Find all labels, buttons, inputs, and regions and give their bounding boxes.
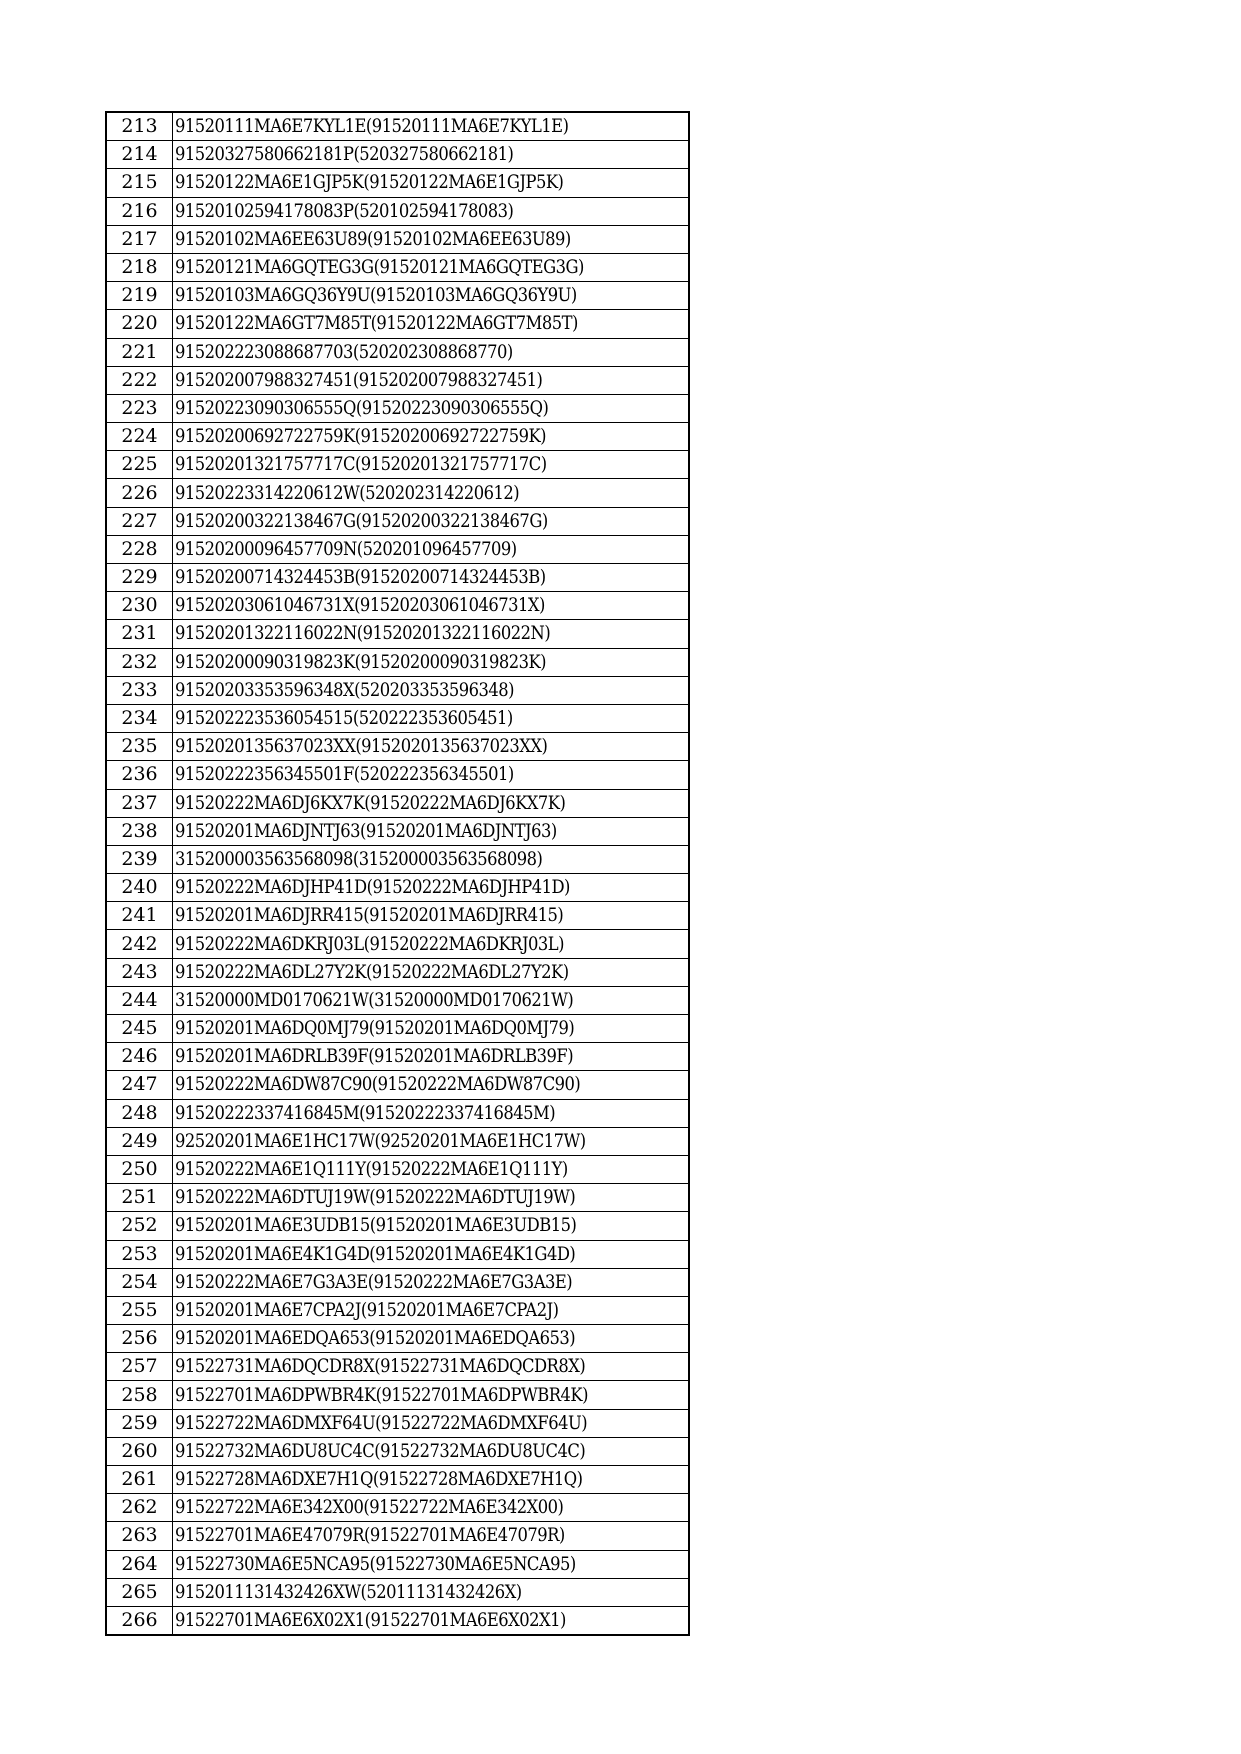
table-row: [106, 1353, 689, 1381]
credit-code-cell: [173, 733, 690, 761]
table-row: [106, 564, 689, 592]
row-number-cell: 242: [106, 930, 173, 958]
table-row: [106, 1578, 689, 1606]
credit-code-cell: [173, 282, 690, 310]
credit-code-cell: [173, 845, 690, 873]
credit-code-text: 91520203061046731X(91520203061046731X): [175, 594, 545, 617]
table-row: [106, 507, 689, 535]
credit-code-text: 91520201MA6DQ0MJ79(91520201MA6DQ0MJ79): [175, 1017, 575, 1040]
credit-code-cell: [173, 1043, 690, 1071]
credit-code-text: 91520102MA6EE63U89(91520102MA6EE63U89): [175, 227, 571, 250]
credit-code-text: 91520201MA6DRLB39F(91520201MA6DRLB39F): [175, 1045, 574, 1068]
credit-code-text: 91522722MA6DMXF64U(91522722MA6DMXF64U): [175, 1411, 588, 1434]
credit-code-text: 91520222MA6DL27Y2K(91520222MA6DL27Y2K): [175, 960, 569, 983]
table-row: [106, 1466, 689, 1494]
table-row: [106, 169, 689, 197]
row-number-cell: 215: [106, 169, 173, 197]
credit-code-text: 91520122MA6E1GJP5K(91520122MA6E1GJP5K): [175, 171, 564, 194]
row-number-cell: 236: [106, 761, 173, 789]
row-number-cell: 224: [106, 423, 173, 451]
row-number-cell: 240: [106, 874, 173, 902]
credit-code-cell: [173, 141, 690, 169]
row-number-cell: 226: [106, 479, 173, 507]
credit-code-cell: [173, 507, 690, 535]
credit-code-cell: [173, 1099, 690, 1127]
table-row: [106, 874, 689, 902]
row-number-cell: 220: [106, 310, 173, 338]
row-number-cell: 218: [106, 253, 173, 281]
row-number-cell: 223: [106, 394, 173, 422]
credit-code-cell: [173, 225, 690, 253]
table-row: [106, 394, 689, 422]
credit-code-text: 915202223536054515(520222353605451): [175, 707, 513, 730]
row-number-cell: 261: [106, 1466, 173, 1494]
row-number-cell: 252: [106, 1212, 173, 1240]
credit-code-text: 91522701MA6E47079R(91522701MA6E47079R): [175, 1524, 565, 1547]
credit-code-text: 91520223314220612W(520202314220612): [175, 481, 520, 504]
table-row: [106, 1494, 689, 1522]
credit-code-text: 91522701MA6DPWBR4K(91522701MA6DPWBR4K): [175, 1383, 588, 1406]
credit-code-cell: [173, 1522, 690, 1550]
credit-code-cell: [173, 1155, 690, 1183]
credit-code-text: 91522731MA6DQCDR8X(91522731MA6DQCDR8X): [175, 1355, 586, 1378]
credit-code-text: 91520200714324453B(91520200714324453B): [175, 566, 546, 589]
table-row: [106, 479, 689, 507]
row-number-cell: 216: [106, 197, 173, 225]
row-number-cell: 213: [106, 112, 173, 141]
credit-code-text: 91522722MA6E342X00(91522722MA6E342X00): [175, 1496, 564, 1519]
credit-code-text: 91520222MA6E1Q111Y(91520222MA6E1Q111Y): [175, 1158, 568, 1181]
row-number-cell: 230: [106, 592, 173, 620]
row-number-cell: 228: [106, 535, 173, 563]
row-number-cell: 264: [106, 1550, 173, 1578]
table-row: [106, 1015, 689, 1043]
table-row: [106, 761, 689, 789]
credit-code-cell: [173, 1071, 690, 1099]
row-number-cell: 246: [106, 1043, 173, 1071]
row-number-cell: 245: [106, 1015, 173, 1043]
row-number-cell: 214: [106, 141, 173, 169]
credit-code-cell: [173, 112, 690, 141]
credit-code-text: 91520111MA6E7KYL1E(91520111MA6E7KYL1E): [175, 115, 569, 138]
row-number-cell: 255: [106, 1296, 173, 1324]
row-number-cell: 238: [106, 817, 173, 845]
credit-code-text: 9152020135637023XX(9152020135637023XX): [175, 735, 548, 758]
row-number-cell: 254: [106, 1268, 173, 1296]
credit-code-cell: [173, 451, 690, 479]
row-number-cell: 235: [106, 733, 173, 761]
credit-code-cell: [173, 1268, 690, 1296]
credit-code-cell: [173, 1437, 690, 1465]
credit-code-text: 915202007988327451(915202007988327451): [175, 368, 543, 391]
row-number-cell: 229: [106, 564, 173, 592]
credit-code-cell: [173, 1381, 690, 1409]
row-number-cell: 248: [106, 1099, 173, 1127]
table-row: [106, 620, 689, 648]
row-number-cell: 249: [106, 1127, 173, 1155]
credit-code-text: 91520121MA6GQTEG3G(91520121MA6GQTEG3G): [175, 256, 584, 279]
table-row: [106, 902, 689, 930]
row-number-cell: 227: [106, 507, 173, 535]
table-row: [106, 310, 689, 338]
credit-code-cell: [173, 676, 690, 704]
credit-code-text: 915202223088687703(520202308868770): [175, 340, 513, 363]
row-number-cell: 260: [106, 1437, 173, 1465]
table-row: [106, 958, 689, 986]
row-number-cell: 250: [106, 1155, 173, 1183]
table-row: [106, 1212, 689, 1240]
credit-code-cell: [173, 564, 690, 592]
row-number-cell: 243: [106, 958, 173, 986]
credit-code-text: 91520201MA6E4K1G4D(91520201MA6E4K1G4D): [175, 1242, 576, 1265]
credit-code-cell: [173, 958, 690, 986]
credit-code-text: 9152011131432426XW(52011131432426X): [175, 1580, 522, 1603]
credit-code-cell: [173, 1409, 690, 1437]
credit-code-text: 91522732MA6DU8UC4C(91522732MA6DU8UC4C): [175, 1439, 586, 1462]
credit-code-text: 91520200322138467G(91520200322138467G): [175, 509, 548, 532]
row-number-cell: 237: [106, 789, 173, 817]
credit-code-text: 91520222356345501F(520222356345501): [175, 763, 514, 786]
credit-code-cell: [173, 1240, 690, 1268]
table-row: [106, 676, 689, 704]
credit-code-text: 91520122MA6GT7M85T(91520122MA6GT7M85T): [175, 312, 578, 335]
table-row: [106, 451, 689, 479]
credit-code-cell: [173, 338, 690, 366]
row-number-cell: 251: [106, 1184, 173, 1212]
credit-code-cell: [173, 1015, 690, 1043]
credit-code-cell: [173, 423, 690, 451]
table-row: [106, 1522, 689, 1550]
row-number-cell: 222: [106, 366, 173, 394]
table-row: [106, 1240, 689, 1268]
credit-code-cell: [173, 1296, 690, 1324]
credit-code-cell: [173, 902, 690, 930]
code-table: [105, 111, 690, 1636]
table-row: [106, 253, 689, 281]
table-row: [106, 1043, 689, 1071]
row-number-cell: 262: [106, 1494, 173, 1522]
credit-code-cell: [173, 1466, 690, 1494]
credit-code-cell: [173, 704, 690, 732]
credit-code-text: 91520201322116022N(91520201322116022N): [175, 622, 551, 645]
table-row: [106, 733, 689, 761]
table-row: [106, 141, 689, 169]
row-number-cell: 217: [106, 225, 173, 253]
row-number-cell: 233: [106, 676, 173, 704]
row-number-cell: 265: [106, 1578, 173, 1606]
credit-code-cell: [173, 1212, 690, 1240]
row-number-cell: 225: [106, 451, 173, 479]
credit-code-text: 91520201MA6DJNTJ63(91520201MA6DJNTJ63): [175, 819, 557, 842]
row-number-cell: 244: [106, 986, 173, 1014]
credit-code-text: 315200003563568098(315200003563568098): [175, 847, 543, 870]
credit-code-cell: [173, 535, 690, 563]
credit-code-cell: [173, 761, 690, 789]
credit-code-cell: [173, 310, 690, 338]
credit-code-text: 91520222MA6DTUJ19W(91520222MA6DTUJ19W): [175, 1186, 576, 1209]
table-row: [106, 197, 689, 225]
credit-code-text: 91520222MA6DW87C90(91520222MA6DW87C90): [175, 1073, 581, 1096]
credit-code-text: 91522730MA6E5NCA95(91522730MA6E5NCA95): [175, 1552, 576, 1575]
table-row: [106, 592, 689, 620]
table-row: [106, 1099, 689, 1127]
table-row: [106, 1071, 689, 1099]
row-number-cell: 259: [106, 1409, 173, 1437]
credit-code-cell: [173, 1353, 690, 1381]
credit-code-cell: [173, 394, 690, 422]
credit-code-cell: [173, 169, 690, 197]
credit-code-text: 91520201MA6E3UDB15(91520201MA6E3UDB15): [175, 1214, 577, 1237]
credit-code-text: 91520222MA6DJ6KX7K(91520222MA6DJ6KX7K): [175, 791, 566, 814]
table-row: [106, 1381, 689, 1409]
credit-code-cell: [173, 479, 690, 507]
table-row: [106, 789, 689, 817]
credit-code-cell: [173, 592, 690, 620]
table-row: [106, 535, 689, 563]
credit-code-cell: [173, 986, 690, 1014]
credit-code-text: 92520201MA6E1HC17W(92520201MA6E1HC17W): [175, 1129, 586, 1152]
credit-code-cell: [173, 1578, 690, 1606]
row-number-cell: 263: [106, 1522, 173, 1550]
credit-code-cell: [173, 789, 690, 817]
row-number-cell: 258: [106, 1381, 173, 1409]
table-row: [106, 1155, 689, 1183]
row-number-cell: 221: [106, 338, 173, 366]
table-row: [106, 225, 689, 253]
credit-code-text: 91520222MA6DJHP41D(91520222MA6DJHP41D): [175, 876, 570, 899]
table-row: [106, 648, 689, 676]
table-row: [106, 1550, 689, 1578]
credit-code-cell: [173, 874, 690, 902]
credit-code-text: 91520200692722759K(91520200692722759K): [175, 425, 547, 448]
table-row: [106, 1437, 689, 1465]
table-body: [106, 112, 689, 1635]
table-row: [106, 1606, 689, 1635]
row-number-cell: 239: [106, 845, 173, 873]
table-row: [106, 986, 689, 1014]
row-number-cell: 232: [106, 648, 173, 676]
table-row: [106, 1268, 689, 1296]
credit-code-cell: [173, 197, 690, 225]
row-number-cell: 247: [106, 1071, 173, 1099]
credit-code-cell: [173, 1606, 690, 1635]
credit-code-text: 91520103MA6GQ36Y9U(91520103MA6GQ36Y9U): [175, 284, 577, 307]
credit-code-cell: [173, 620, 690, 648]
table-row: [106, 1325, 689, 1353]
row-number-cell: 266: [106, 1606, 173, 1635]
credit-code-text: 91520200096457709N(520201096457709): [175, 537, 517, 560]
table-row: [106, 845, 689, 873]
credit-code-text: 91520222MA6DKRJ03L(91520222MA6DKRJ03L): [175, 932, 564, 955]
row-number-cell: 234: [106, 704, 173, 732]
credit-code-cell: [173, 648, 690, 676]
credit-code-cell: [173, 1494, 690, 1522]
credit-code-cell: [173, 1550, 690, 1578]
table-row: [106, 338, 689, 366]
credit-code-text: 91520203353596348X(520203353596348): [175, 678, 515, 701]
row-number-cell: 253: [106, 1240, 173, 1268]
credit-code-text: 91520201MA6E7CPA2J(91520201MA6E7CPA2J): [175, 1298, 559, 1321]
table-row: [106, 112, 689, 141]
credit-code-cell: [173, 1184, 690, 1212]
credit-code-cell: [173, 366, 690, 394]
table-row: [106, 704, 689, 732]
table-row: [106, 930, 689, 958]
credit-code-text: 91520201321757717C(91520201321757717C): [175, 453, 547, 476]
credit-code-text: 91520201MA6EDQA653(91520201MA6EDQA653): [175, 1327, 576, 1350]
credit-code-text: 31520000MD0170621W(31520000MD0170621W): [175, 988, 574, 1011]
row-number-cell: 231: [106, 620, 173, 648]
table-row: [106, 817, 689, 845]
table-row: [106, 423, 689, 451]
credit-code-text: 91520223090306555Q(91520223090306555Q): [175, 396, 549, 419]
row-number-cell: 257: [106, 1353, 173, 1381]
table-row: [106, 1127, 689, 1155]
table-row: [106, 1409, 689, 1437]
credit-code-cell: [173, 1127, 690, 1155]
table-row: [106, 1184, 689, 1212]
credit-code-cell: [173, 253, 690, 281]
table-row: [106, 282, 689, 310]
credit-code-cell: [173, 817, 690, 845]
credit-code-cell: [173, 930, 690, 958]
row-number-cell: 219: [106, 282, 173, 310]
credit-code-text: 91520222MA6E7G3A3E(91520222MA6E7G3A3E): [175, 1270, 573, 1293]
credit-code-text: 91522701MA6E6X02X1(91522701MA6E6X02X1): [175, 1609, 566, 1632]
table-row: [106, 1296, 689, 1324]
credit-code-text: 91520201MA6DJRR415(91520201MA6DJRR415): [175, 904, 564, 927]
credit-code-text: 91520222337416845M(91520222337416845M): [175, 1101, 556, 1124]
table-row: [106, 366, 689, 394]
credit-code-text: 91520200090319823K(91520200090319823K): [175, 650, 547, 673]
row-number-cell: 256: [106, 1325, 173, 1353]
credit-code-text: 91520102594178083P(520102594178083): [175, 199, 514, 222]
credit-code-text: 91522728MA6DXE7H1Q(91522728MA6DXE7H1Q): [175, 1468, 583, 1491]
credit-code-text: 91520327580662181P(520327580662181): [175, 143, 514, 166]
row-number-cell: 241: [106, 902, 173, 930]
credit-code-cell: [173, 1325, 690, 1353]
